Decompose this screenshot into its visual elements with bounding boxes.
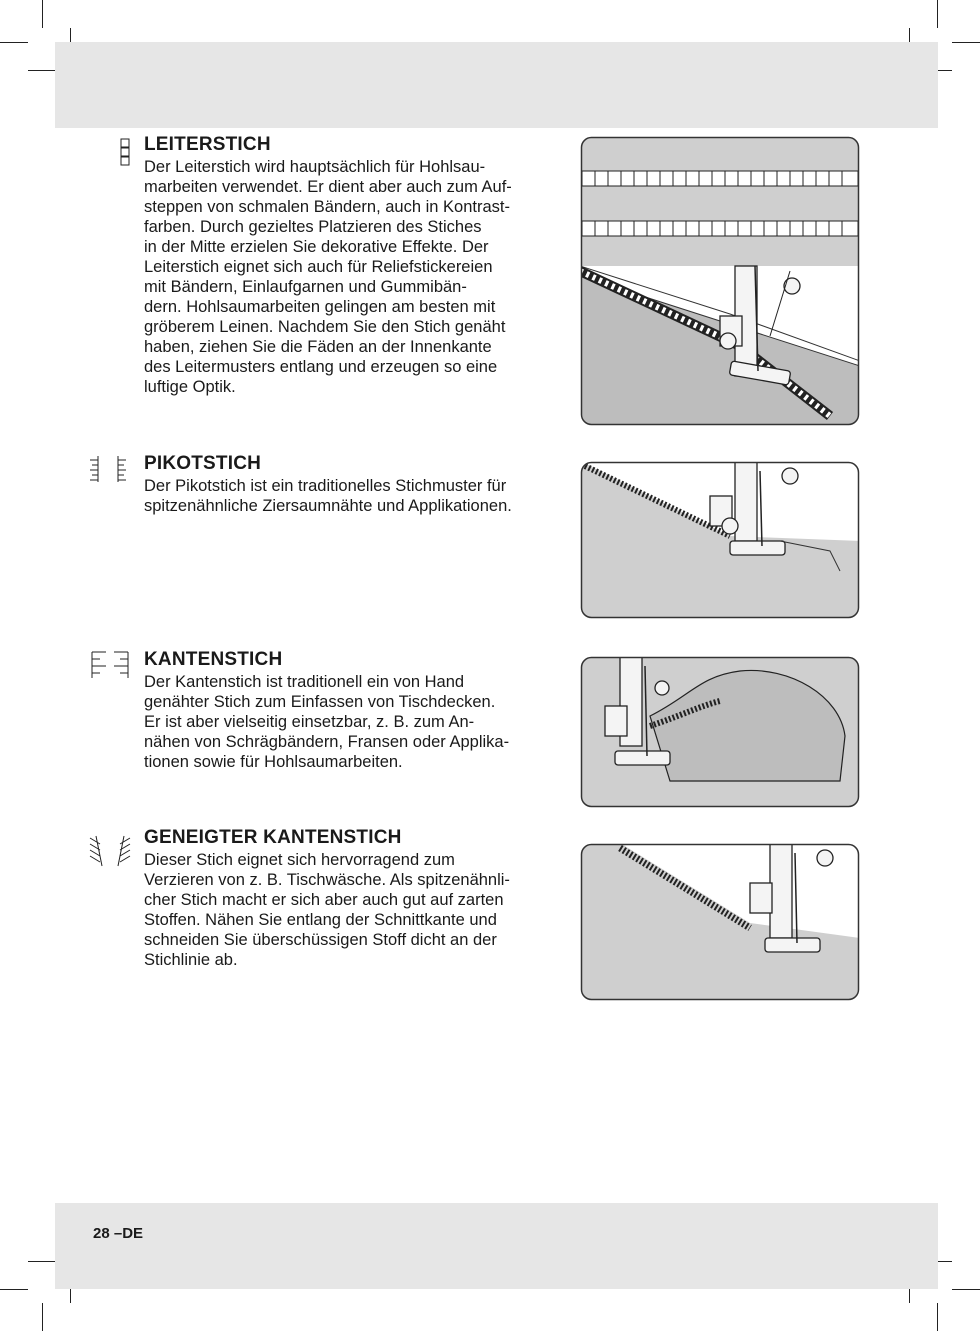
- page-number: 28 –DE: [93, 1225, 144, 1242]
- section-title: KANTENSTICH: [144, 649, 283, 670]
- section-text: Der Kantenstich ist traditionell ein von Hand genähter Stich zum Einfassen von Tischdecken. Er ist aber vielseitig einsetzbar, z. B. zum An- nähen von Schrägbändern, Fransen oder Applika- tionen sowie für Hohlsaumarbeiten.: [144, 673, 510, 771]
- section-title: GENEIGTER KANTENSTICH: [144, 827, 402, 848]
- picot-stitch-icon: [88, 454, 138, 484]
- section-text: Dieser Stich eignet sich hervorragend zum Verzieren von z. B. Tischwäsche. Als spitzenähnli- cher Stich macht er sich aber auch gut auf zarten Stoffen. Nähen Sie entlang der Schnittkante und schneiden Sie überschüssigen Stoff dicht an der Stichlinie ab.: [144, 851, 510, 969]
- slanted-blanket-stitch-icon: [88, 834, 138, 868]
- slanted-blanket-stitch-illustration: [580, 843, 860, 1001]
- section-title: PIKOTSTICH: [144, 453, 262, 474]
- section-text: Der Leiterstich wird hauptsächlich für Hohlsau- marbeiten verwendet. Er dient aber auch zum Auf- steppen von schmalen Bändern, auch in Kontrast- farben. Durch gezieltes Platzieren des Stiches in der Mitte erzielen Sie dekorative Effekte. Der Leiterstich eignet sich auch für Reliefstickereien mit Bändern, Einlaufgarnen und Gummibän- dern. Hohlsaumarbeiten gelingen am besten mit gröberem Leinen. Nachdem Sie den Stich genäht haben, ziehen Sie die Fäden an der Innenkante des Leitermusters entlang und erzeugen so eine luftige Optik.: [144, 158, 512, 396]
- section-text: Der Pikotstich ist ein traditionelles Stichmuster für spitzenähnliche Ziersaumnähte und Applikationen.: [144, 477, 512, 515]
- ladder-stitch-icon: [88, 138, 138, 168]
- header-band: [55, 42, 938, 128]
- picot-stitch-illustration: [580, 461, 860, 619]
- blanket-stitch-illustration: [580, 656, 860, 808]
- ladder-stitch-illustration: [580, 136, 860, 426]
- footer-band: [55, 1203, 938, 1289]
- blanket-stitch-icon: [88, 650, 138, 680]
- section-title: LEITERSTICH: [144, 134, 271, 155]
